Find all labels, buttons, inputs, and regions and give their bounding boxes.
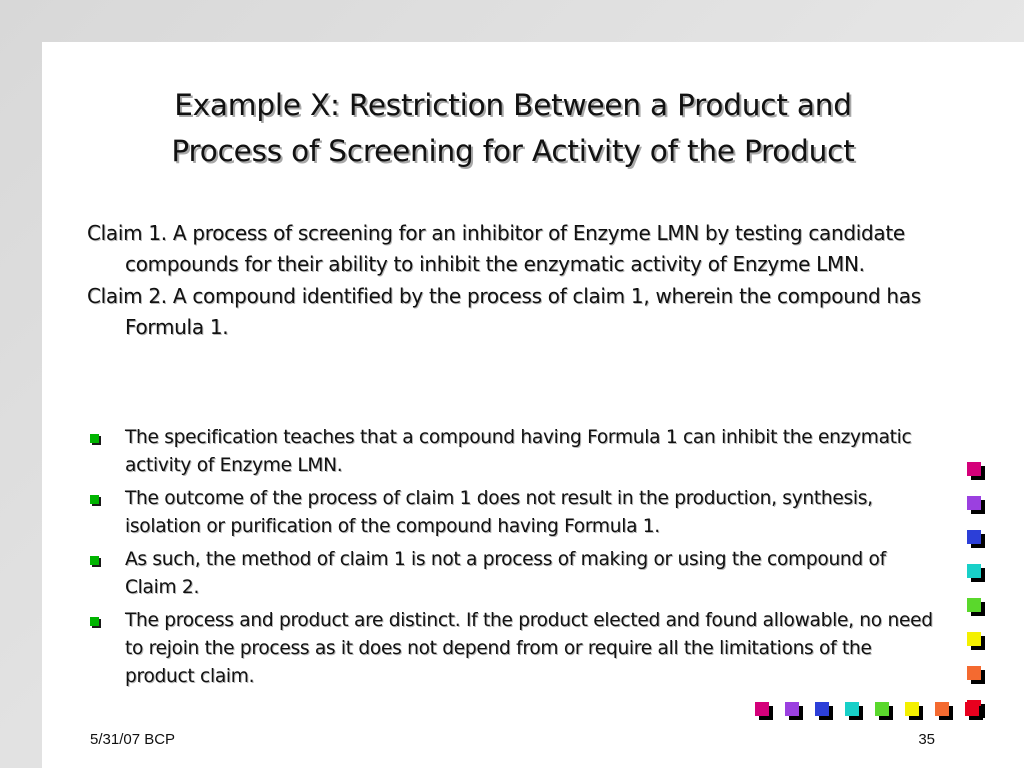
bullet-item xyxy=(87,546,937,602)
decorative-square xyxy=(755,702,769,716)
square-bullet-icon xyxy=(90,495,101,506)
square-bullet-icon xyxy=(90,617,101,628)
decorative-square xyxy=(785,702,799,716)
bullet-item xyxy=(87,424,937,480)
decorative-square xyxy=(875,702,889,716)
claim-2: Claim 2. A compound identified by the process of claim 1, wherein the compound has Formula 1. xyxy=(87,284,921,339)
decorative-square xyxy=(935,702,949,716)
square-bullet-icon xyxy=(90,556,101,567)
decorative-square xyxy=(815,702,829,716)
decorative-square xyxy=(965,702,979,716)
bullet-list xyxy=(87,424,937,696)
decorative-square xyxy=(845,702,859,716)
bullet-text: The outcome of the process of claim 1 does not result in the production, synthesis, isolation or purification of the compound having Formula 1. xyxy=(125,488,873,537)
decorative-square xyxy=(967,598,981,612)
slide-title xyxy=(60,82,966,174)
bullet-item xyxy=(87,485,937,541)
bullet-item xyxy=(87,607,937,691)
footer-date: 5/31/07 BCP xyxy=(90,731,176,748)
title-line-1: Example X: Restriction Between a Product and xyxy=(174,88,852,122)
decorative-square xyxy=(967,666,981,680)
bullet-text: As such, the method of claim 1 is not a process of making or using the compound of Claim 2. xyxy=(125,549,886,598)
slide-number: 35 xyxy=(918,731,935,748)
claims-block xyxy=(87,218,937,344)
decorative-square xyxy=(967,496,981,510)
bullet-text: The process and product are distinct. If the product elected and found allowable, no need to rejoin the process as it does not depend from or require all the limitations of the product claim. xyxy=(125,610,933,687)
decorative-square xyxy=(967,530,981,544)
title-line-2: Process of Screening for Activity of the Product xyxy=(171,134,855,168)
claim-1: Claim 1. A process of screening for an inhibitor of Enzyme LMN by testing candidate compounds for their ability to inhibit the enzymatic activity of Enzyme LMN. xyxy=(87,221,905,276)
decorative-square xyxy=(967,632,981,646)
decorative-square xyxy=(967,564,981,578)
square-bullet-icon xyxy=(90,434,101,445)
decorative-square xyxy=(905,702,919,716)
decorative-square xyxy=(967,462,981,476)
bullet-text: The specification teaches that a compound having Formula 1 can inhibit the enzymatic activity of Enzyme LMN. xyxy=(125,427,912,476)
